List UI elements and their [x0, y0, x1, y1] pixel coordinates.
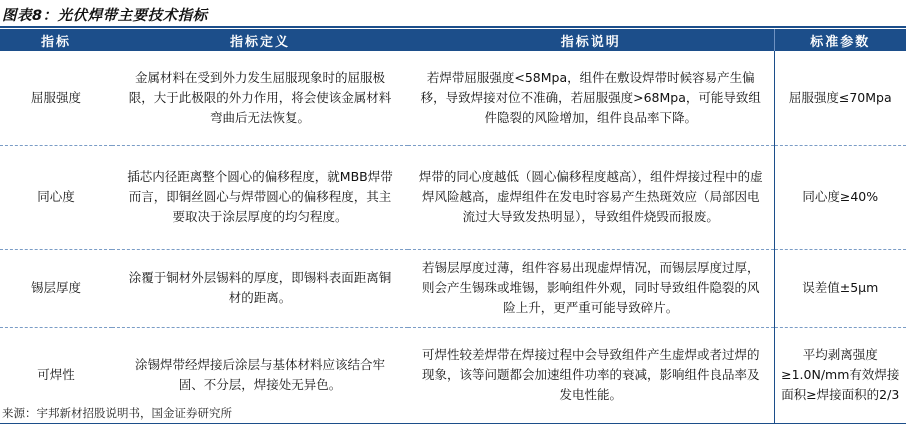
header-definition: 指标定义 [112, 29, 408, 51]
table-row [0, 51, 906, 145]
figure-title: 图表8：光伏焊带主要技术指标 [2, 8, 208, 24]
table-row [0, 145, 906, 249]
header-description: 指标说明 [408, 29, 774, 51]
definition-cell: 金属材料在受到外力发生屈服现象时的屈服极限，大于此极限的外力作用，将会使该金属材料弯曲后无法恢复。 [112, 51, 408, 145]
metric-cell: 屈服强度 [0, 51, 112, 145]
description-cell: 焊带的同心度越低（圆心偏移程度越高），组件焊接过程中的虚焊风险越高，虚焊组件在发电时容易产生热斑效应（局部因电流过大导致发热明显），导致组件烧毁而报废。 [408, 145, 774, 249]
description-cell: 可焊性较差焊带在焊接过程中会导致组件产生虚焊或者过焊的现象，该等问题都会加速组件功率的衰减，影响组件良品率及发电性能。 [408, 327, 774, 423]
definition-cell: 涂锡焊带经焊接后涂层与基体材料应该结合牢固、不分层，焊接处无异色。 [112, 327, 408, 423]
standard-cell: 屈服强度≤70Mpa [774, 51, 906, 145]
metric-cell: 可焊性 [0, 327, 112, 423]
metric-cell: 锡层厚度 [0, 249, 112, 327]
spec-table [0, 29, 906, 424]
title-divider [0, 26, 906, 28]
definition-cell: 插芯内径距离整个圆心的偏移程度，就MBB焊带而言，即铜丝圆心与焊带圆心的偏移程度，其主要取决于涂层厚度的均匀程度。 [112, 145, 408, 249]
table-row [0, 249, 906, 327]
metric-cell: 同心度 [0, 145, 112, 249]
definition-cell: 涂覆于铜材外层锡料的厚度，即锡料表面距离铜材的距离。 [112, 249, 408, 327]
source-note: 来源：宇邦新材招股说明书，国金证券研究所 [2, 406, 232, 420]
description-cell: 若焊带屈服强度<58Mpa，组件在敷设焊带时候容易产生偏移，导致焊接对位不准确，若屈服强度>68Mpa，可能导致组件隐裂的风险增加，组件良品率下降。 [408, 51, 774, 145]
header-standard: 标准参数 [774, 29, 906, 51]
standard-cell: 平均剥离强度≥1.0N/mm有效焊接面积≥焊接面积的2/3 [774, 327, 906, 423]
header-metric: 指标 [0, 29, 112, 51]
description-cell: 若锡层厚度过薄，组件容易出现虚焊情况，而锡层厚度过厚，则会产生锡珠或堆锡，影响组件外观，同时导致组件隐裂的风险上升，更严重可能导致碎片。 [408, 249, 774, 327]
standard-cell: 误差值±5μm [774, 249, 906, 327]
standard-cell: 同心度≥40% [774, 145, 906, 249]
table-header-row [0, 29, 906, 51]
